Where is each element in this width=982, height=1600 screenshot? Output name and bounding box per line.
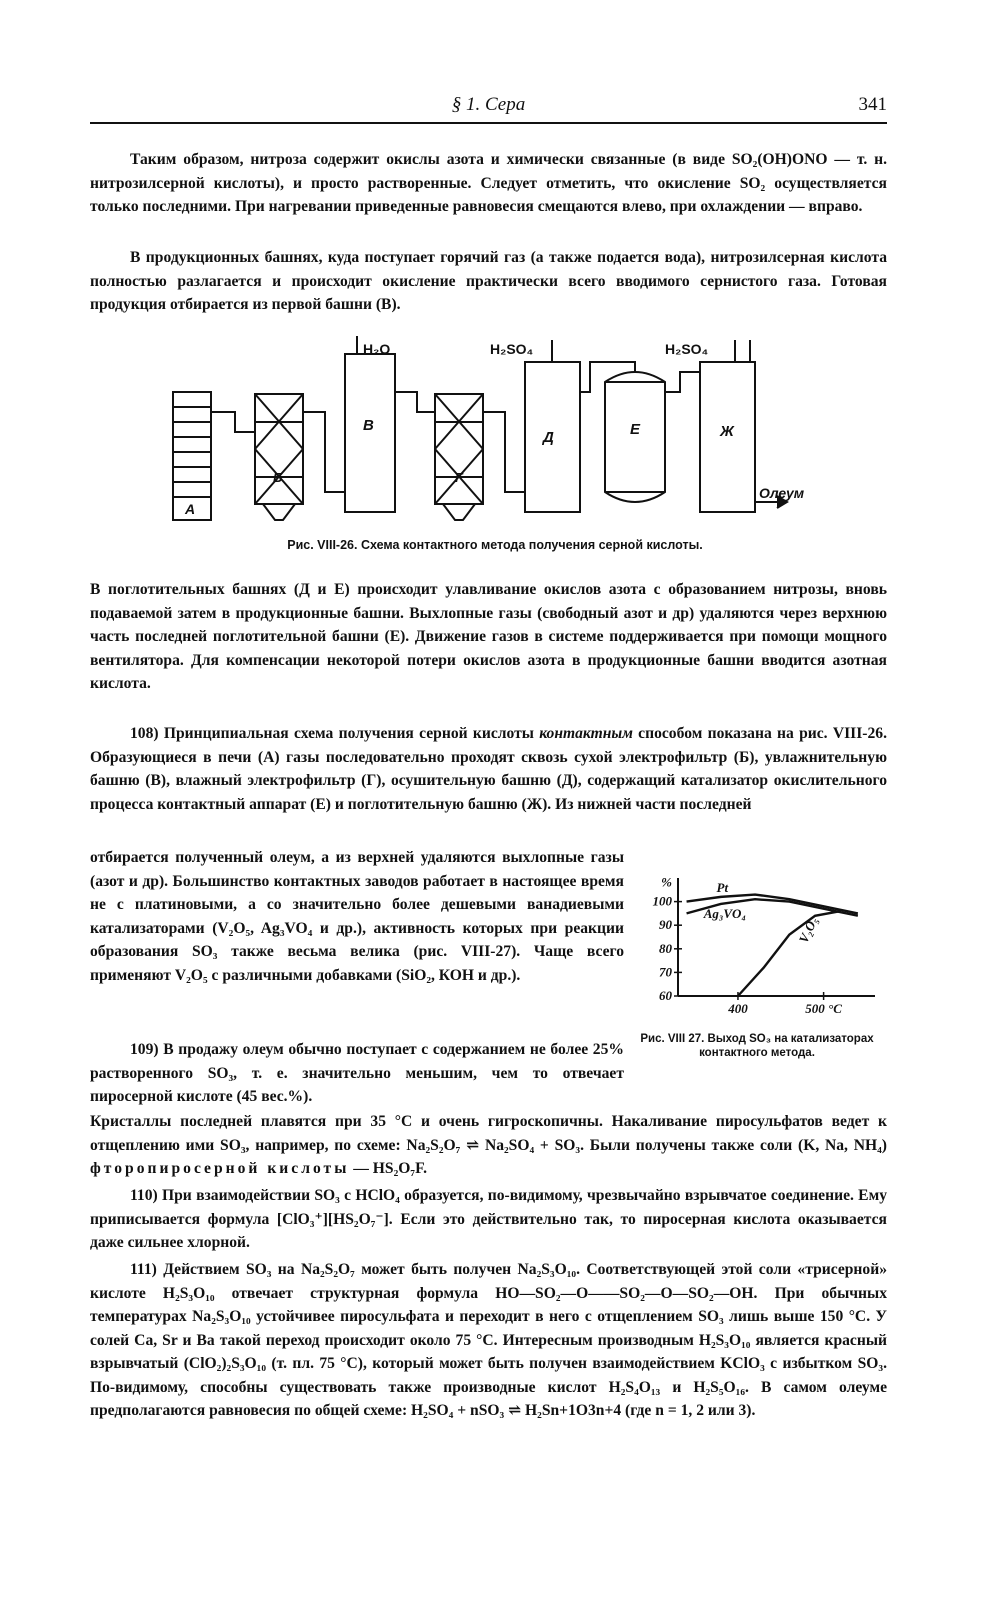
paragraph-109: 109) В продажу олеум обычно поступает с содержанием не более 25% растворенного SO₃, т. е. значительно меньшим, чем то отвечает пиросерной кислоте (45 вес.%).	[90, 1041, 624, 1105]
label-a: А	[185, 501, 196, 517]
label-d: Д	[543, 429, 554, 446]
figure-caption-viii-27: Рис. VIII 27. Выход SO₃ на катализаторах контактного метода.	[640, 1033, 874, 1059]
contact-apparatus-e	[605, 372, 665, 502]
label-oleum: Олеум	[759, 485, 805, 501]
wet-electrofilter-g	[435, 394, 483, 520]
y-unit-label: %	[661, 874, 672, 890]
label-e: Е	[630, 421, 641, 438]
y-tick-label: 80	[659, 940, 672, 956]
series-label-0: Pt	[716, 880, 729, 896]
label-zh: Ж	[720, 423, 734, 440]
y-tick-label: 70	[659, 964, 672, 980]
label-g: Г	[455, 470, 463, 485]
x-tick-label: 500 °C	[805, 1001, 842, 1016]
contact-process-diagram	[165, 332, 825, 532]
paragraph-111: 111) Действием SO₃ на Na₂S₂O₇ может быть получен Na₂S₃O₁₀. Соответствующей этой соли «трисерной» кислоте H₂S₃O₁₀ отвечает структурная формула HO—SO₂—O——SO₂—O—SO₂—OH. При обычных температурах Na₂S₃O₁₀ устойчивее пиросульфата и переходит в него с отщеплением SO₃ лишь выше 150 °С. У солей Ca, Sr и Ba такой переход происходит около 75 °С. Интересным производным H₂S₃O₁₀ является красный взрывчатый (ClO₂)₂S₃O₁₀ (т. пл. 75 °С), который может быть получен взаимодействием KClO₃ с избытком SO₃. По-видимому, способны существовать также производные кислот H₂S₄O₁₃ и H₂S₅O₁₆. В самом олеуме предполагаются равновесия по общей схеме: H₂SO₄ + nSO₃ ⇌ H₂Sn+1O3n+4 (где n = 1, 2 или 3).	[90, 1261, 887, 1419]
paragraph-109-continued: Кристаллы последней плавятся при 35 °С и очень гигроскопичны. Накаливание пиросульфатов ведет к отщеплению ими SO₃, например, по схеме: Na₂S₂O₇ ⇌ Na₂SO₄ + SO₃. Были получены также соли (K, Na, NH₄) фторопиросерной кислоты — HS₂O₇F.	[90, 1113, 887, 1177]
label-v: В	[363, 417, 374, 434]
x-tick-label: 400	[728, 1001, 748, 1016]
series-line-2	[738, 911, 841, 996]
page-number: 341	[858, 94, 887, 115]
series-label-1: Ag₃VO₄	[703, 906, 746, 922]
paragraph-108-continued: отбирается полученный олеум, а из верхней удаляются выхлопные газы (азот и др). Большинство контактных заводов работает в настоящее время не с платиновыми, а со значительно более дешевыми ванадиевыми катализаторами (V₂O₅, Ag₃VO₄ и др.), активность которых при реакции образования SO₃ также весьма велика (рис. VIII-27). Чаще всего применяют V₂O₅ с различными добавками (SiO₂, КОН и др.).	[90, 849, 624, 984]
label-h2o: H₂O	[363, 341, 391, 357]
furnace-a	[173, 392, 211, 520]
running-header	[90, 90, 887, 124]
humidifying-tower-v	[345, 336, 395, 512]
paragraph-3: В поглотительных башнях (Д и Е) происходит улавливание окислов азота с образованием нитрозы, вновь подаваемой затем в продукционные башни. Выхлопные газы (свободный азот и др) удаляются через верхнюю часть последней поглотительной башни (Е). Движение газов в системе поддерживается при помощи мощного вентилятора. Для компенсации некоторой потери окислов азота в продукционные башни вводится азотная кислота.	[90, 581, 887, 692]
paragraph-110: 110) При взаимодействии SO₃ с HClO₄ образуется, по-видимому, чрезвычайно взрывчатое соединение. Ему приписывается формула [ClO₃⁺][HS₂O₇⁻]. Если это действительно так, то пиросерная кислота оказывается даже сильнее хлорной.	[90, 1187, 887, 1251]
drying-tower-d	[490, 340, 580, 512]
label-h2so4-a: H₂SO₄	[490, 341, 534, 357]
label-h2so4-b: H₂SO₄	[665, 341, 709, 357]
y-tick-label: 100	[652, 893, 672, 909]
dry-electrofilter-b	[255, 394, 303, 520]
catalyst-yield-chart	[640, 866, 885, 1026]
paragraph-1: Таким образом, нитроза содержит окислы азота и химически связанные (в виде SO₂(OH)ONO — т. н. нитрозилсерной кислоты), и просто растворенные. Следует отметить, что окисление SO₂ осуществляется только последними. При нагревании приведенные равновесия смещаются влево, при охлаждении — вправо.	[90, 151, 887, 215]
paragraph-108: 108) Принципиальная схема получения серной кислоты контактным способом показана на рис. VIII-26. Образующиеся в печи (А) газы последовательно проходят сквозь сухой электрофильтр (Б), увлажнительную башню (В), влажный электрофильтр (Г), осушительную башню (Д), содержащий катализатор окислительного процесса контактный аппарат (Е) и поглотительную башню (Ж). Из нижней части последней	[90, 725, 887, 813]
label-b: Б	[273, 470, 283, 485]
y-tick-label: 60	[659, 988, 672, 1003]
series-label-2: V₂O₅	[795, 914, 821, 946]
section-title: § 1. Сера	[451, 94, 526, 115]
y-tick-label: 90	[659, 917, 672, 933]
absorption-tower-zh	[665, 340, 755, 512]
figure-caption-viii-26: Рис. VIII-26. Схема контактного метода получения серной кислоты.	[287, 538, 703, 552]
paragraph-2: В продукционных башнях, куда поступает горячий газ (а также подается вода), нитрозилсерная кислота полностью разлагается и происходит окисление практически всего вводимого сернистого газа. Готовая продукция отбирается из первой башни (В).	[90, 249, 887, 313]
